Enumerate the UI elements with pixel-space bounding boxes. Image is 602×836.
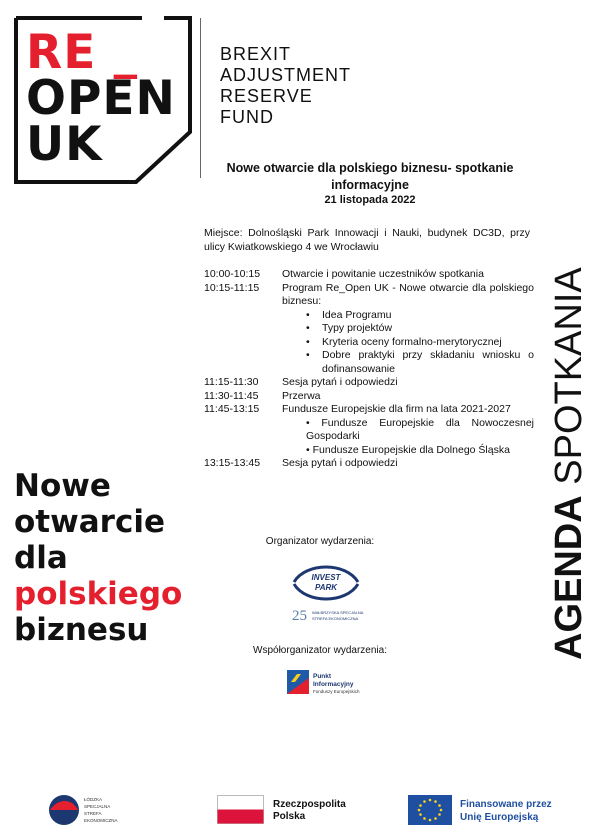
- agenda-row: [204, 282, 534, 377]
- fund-name: BREXIT ADJUSTMENT RESERVE FUND: [220, 44, 351, 127]
- agenda-vertical-title: AGENDA SPOTKANIA: [548, 267, 590, 660]
- invest-park-logo: [288, 556, 364, 628]
- svg-text:Informacyjny: Informacyjny: [313, 681, 354, 688]
- agenda-desc: Sesja pytań i odpowiedzi: [282, 457, 398, 469]
- event-place: Miejsce: Dolnośląski Park Innowacji i Nauki, budynek DC3D, przy ulicy Kwiatkowskiego 4 we Wrocławiu: [204, 227, 530, 253]
- lsse-logo: [48, 790, 128, 830]
- agenda-bullet: • Kryteria oceny formalno-merytorycznej: [306, 336, 534, 350]
- agenda-row: [204, 403, 534, 457]
- agenda-desc: Otwarcie i powitanie uczestników spotkania: [282, 268, 484, 280]
- agenda-time: 11:15-11:30: [204, 376, 259, 388]
- agenda-time: 13:15-13:45: [204, 457, 261, 469]
- agenda-time: 11:45-13:15: [204, 403, 260, 415]
- svg-text:EKONOMICZNA: EKONOMICZNA: [84, 818, 118, 823]
- coorganizer-label: Współorganizator wydarzenia:: [253, 645, 387, 656]
- svg-text:Punkt: Punkt: [313, 673, 332, 680]
- agenda-row: [204, 390, 534, 404]
- svg-text:WAŁBRZYSKA SPECJALNA: WAŁBRZYSKA SPECJALNA: [312, 610, 364, 615]
- agenda-time: 10:15-11:15: [204, 281, 260, 294]
- agenda-bullet: • Idea Programu: [306, 309, 534, 323]
- eu-funding-logo: [408, 795, 568, 827]
- rzeczpospolita-polska-logo: [217, 793, 367, 827]
- agenda-desc: Program Re_Open UK - Nowe otwarcie dla polskiego biznesu: • Idea Programu • Typy projektów • Kryteria oceny formalno-merytorycznej • Dobre praktyki przy składaniu wniosku o dofinansowanie: [282, 282, 534, 377]
- svg-text:PARK: PARK: [314, 583, 338, 592]
- agenda-time: 10:00-10:15: [204, 268, 261, 280]
- agenda-desc: Przerwa: [282, 389, 321, 402]
- agenda-bullet: • Typy projektów: [306, 322, 534, 336]
- agenda-desc: Sesja pytań i odpowiedzi: [282, 376, 398, 388]
- svg-text:SPECJALNA: SPECJALNA: [84, 804, 111, 809]
- svg-text:STREFA EKONOMICZNA: STREFA EKONOMICZNA: [312, 616, 359, 621]
- svg-text:Unię Europejską: Unię Europejską: [460, 812, 539, 823]
- svg-text:Finansowane przez: Finansowane przez: [460, 799, 552, 810]
- logo-divider: [200, 18, 201, 178]
- agenda-desc: Fundusze Europejskie dla firm na lata 2021-2027 • Fundusze Europejskie dla Nowoczesnej Gospodarki • Fundusze Europejskie dla Dolnego Śląska: [282, 403, 534, 456]
- punkt-informacyjny-logo: [287, 668, 367, 698]
- agenda-subitem: • Fundusze Europejskie dla Dolnego Śląska: [306, 443, 510, 456]
- svg-text:25: 25: [292, 608, 307, 624]
- event-date: 21 listopada 2022: [324, 194, 416, 206]
- agenda-time: 11:30-11:45: [204, 389, 259, 402]
- agenda-bullets: [282, 309, 534, 377]
- event-title: Nowe otwarcie dla polskiego biznesu- spotkanie informacyjne: [226, 161, 514, 192]
- svg-text:Funduszy Europejskich: Funduszy Europejskich: [313, 689, 360, 694]
- agenda-bullet: • Dobre praktyki przy składaniu wniosku o dofinansowanie: [306, 349, 534, 376]
- agenda-row: [204, 457, 534, 471]
- re-open-uk-logo: RE _ OPEN UK: [26, 25, 176, 172]
- big-title: Nowe otwarcie dla polskiego biznesu: [14, 468, 183, 648]
- agenda-row: [204, 268, 534, 282]
- agenda-list: [204, 268, 534, 471]
- svg-text:ŁÓDZKA: ŁÓDZKA: [84, 797, 103, 802]
- agenda-subitem: • Fundusze Europejskie dla Nowoczesnej Gospodarki: [306, 416, 534, 442]
- agenda-row: [204, 376, 534, 390]
- organizer-label: Organizator wydarzenia:: [265, 536, 375, 547]
- svg-text:STREFA: STREFA: [84, 811, 102, 816]
- svg-text:INVEST: INVEST: [311, 573, 341, 582]
- svg-text:Polska: Polska: [273, 811, 306, 822]
- svg-text:Rzeczpospolita: Rzeczpospolita: [273, 799, 346, 810]
